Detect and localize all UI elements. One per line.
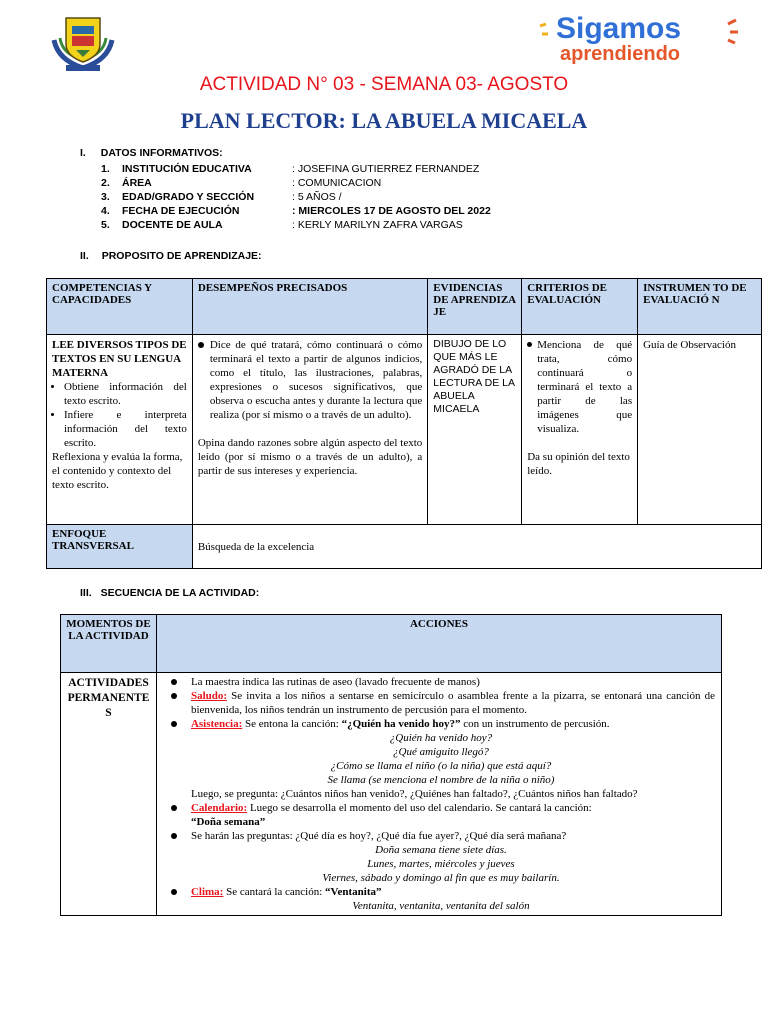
calendario-song: “Doña semana”: [190, 816, 266, 828]
info-row-3: 3. EDAD/GRADO Y SECCIÓN : 5 AÑOS /: [101, 191, 342, 203]
focus-row: [47, 525, 762, 569]
header-momentos: MOMENTOS DE LA ACTIVIDAD: [61, 615, 157, 673]
info-value: : KERLY MARILYN ZAFRA VARGAS: [292, 219, 463, 231]
bullet-icon: [171, 833, 177, 839]
section-1-heading: [80, 147, 223, 159]
info-row-2: 2. ÁREA : COMUNICACION: [101, 177, 382, 189]
days-line: Doña semana tiene siete días.: [375, 844, 507, 856]
focus-value: Búsqueda de la excelencia: [192, 525, 761, 569]
evidence-cell: DIBUJO DE LO QUE MÁS LE AGRADÓ DE LA LECTURA DE LA ABUELA MICAELA: [428, 335, 522, 525]
focus-label: ENFOQUE TRANSVERSAL: [47, 525, 193, 569]
info-label: DOCENTE DE AULA: [122, 219, 223, 231]
performance-1: Dice de qué tratará, cómo continuará o cómo terminará el texto a partir de algunos indicios, como el título, las ilustraciones, palabras, expresiones o sucesos significativos, que observa o escucha antes y durante la lectura que realiza (por sí mismo o a través de un adulto).: [209, 339, 423, 421]
section-3-heading: [80, 587, 259, 599]
table-row: [61, 673, 722, 916]
clima-label: Clima:: [190, 886, 224, 898]
header-acciones: ACCIONES: [156, 615, 721, 673]
section-2-title: PROPOSITO DE APRENDIZAJE:: [101, 250, 262, 262]
header-instrumento: INSTRUMEN TO DE EVALUACIÓ N: [638, 279, 762, 335]
song-line: ¿Quién ha venido hoy?: [389, 732, 493, 744]
song-line: Se llama (se menciona el nombre de la niña o niño): [327, 774, 555, 786]
capacity-item: • Infiere e interpreta información del texto escrito.: [64, 408, 187, 450]
bullet-icon: [171, 721, 177, 727]
criteria-1-block: [527, 338, 632, 436]
activity-sequence-table: [60, 614, 722, 916]
section-3-title: SECUENCIA DE LA ACTIVIDAD:: [100, 587, 260, 599]
clima-line: Ventanita, ventanita, ventanita del salón: [352, 900, 530, 912]
institution-emblem-logo: [48, 10, 118, 74]
info-value: : JOSEFINA GUTIERREZ FERNANDEZ: [292, 163, 480, 175]
action-item: Clima: Se cantará la canción: “Ventanita”: [167, 885, 715, 899]
info-row-5: 5. DOCENTE DE AULA : KERLY MARILYN ZAFRA VARGAS: [101, 219, 463, 231]
info-value: : MIERCOLES 17 DE AGOSTO DEL 2022: [292, 205, 491, 217]
action-item: La maestra indica las rutinas de aseo (lavado frecuente de manos): [167, 675, 715, 689]
performance-1-block: [198, 338, 422, 422]
bullet-icon: [527, 342, 532, 347]
logo-line-1: Sigamos: [556, 12, 682, 45]
table-row: [47, 335, 762, 525]
days-line: Lunes, martes, miércoles y jueves: [367, 858, 515, 870]
performance-cell: [192, 335, 427, 525]
sigamos-aprendiendo-logo: [532, 10, 744, 66]
calendario-label: Calendario:: [190, 802, 248, 814]
table-header-row: [61, 615, 722, 673]
header-criterios: CRITERIOS DE EVALUACIÓN: [522, 279, 638, 335]
action-item: Se harán las preguntas: ¿Qué día es hoy?, ¿Qué día fue ayer?, ¿Qué día será mañana?: [167, 829, 715, 843]
info-label: EDAD/GRADO Y SECCIÓN: [122, 191, 255, 203]
table-header-row: [47, 279, 762, 335]
moment-cell: ACTIVIDADES PERMANENTES: [61, 673, 157, 916]
section-3-numeral: III.: [80, 587, 92, 599]
activity-title: ACTIVIDAD N° 03 - SEMANA 03- AGOSTO: [199, 74, 569, 95]
section-2-numeral: II.: [80, 250, 89, 262]
header-evidencias: EVIDENCIAS DE APRENDIZA JE: [428, 279, 522, 335]
section-2-heading: [80, 250, 262, 262]
song-line: ¿Qué amiguito llegó?: [393, 746, 489, 758]
learning-purpose-table: [46, 278, 762, 569]
song-line: ¿Cómo se llama el niño (o la niña) que está aquí?: [330, 760, 552, 772]
bullet-icon: [171, 693, 177, 699]
bullet-icon: [171, 889, 177, 895]
header-desempenos: DESEMPEÑOS PRECISADOS: [192, 279, 427, 335]
section-1-numeral: I.: [80, 147, 86, 159]
bullet-icon: [198, 342, 204, 348]
info-value: : COMUNICACION: [292, 177, 382, 189]
section-1-title: DATOS INFORMATIVOS:: [100, 147, 223, 159]
action-item: Asistencia: Se entona la canción: “¿Quién ha venido hoy?” con un instrumento de percusión.: [167, 717, 715, 731]
header-competencias: COMPETENCIAS Y CAPACIDADES: [47, 279, 193, 335]
info-label: INSTITUCIÓN EDUCATIVA: [122, 163, 252, 175]
plan-title: PLAN LECTOR: LA ABUELA MICAELA: [180, 108, 588, 133]
info-value: : 5 AÑOS /: [292, 191, 342, 203]
competence-cell: [47, 335, 193, 525]
criteria-1: Menciona de qué trata, cómo continuará o terminará el texto a partir de las imágenes que visualiza.: [537, 339, 633, 435]
info-row-4: 4. FECHA DE EJECUCIÓN : MIERCOLES 17 DE AGOSTO DEL 2022: [101, 205, 491, 217]
criteria-2: Da su opinión del texto leído.: [527, 451, 630, 477]
action-item: Saludo: Se invita a los niños a sentarse en semicírculo o asamblea frente a la pizarra, se entonará una canción de bienvenida, los niños tendrán un instrumento de percusión para el momento.: [167, 689, 715, 717]
action-item: Calendario: Luego se desarrolla el momento del uso del calendario. Se cantará la canción: “Doña semana”: [167, 801, 715, 829]
instrument-cell: Guía de Observación: [638, 335, 762, 525]
info-label: ÁREA: [122, 177, 152, 189]
question-line: Luego, se pregunta: ¿Cuántos niños han venido?, ¿Quiénes han faltado?, ¿Cuántos niños han faltado?: [190, 788, 638, 800]
capacity-item: • Obtiene información del texto escrito.: [64, 380, 187, 408]
performance-2: Opina dando razones sobre algún aspecto del texto leído (por sí mismo o a través de un adulto), a partir de sus intereses y experiencia.: [197, 437, 423, 477]
bullet-icon: [171, 679, 177, 685]
criteria-cell: [522, 335, 638, 525]
logo-line-2: aprendiendo: [560, 43, 681, 65]
info-label: FECHA DE EJECUCIÓN: [122, 205, 240, 217]
info-row-1: 1. INSTITUCIÓN EDUCATIVA : JOSEFINA GUTIERREZ FERNANDEZ: [101, 163, 480, 175]
bullet-icon: [171, 805, 177, 811]
actions-cell: [156, 673, 721, 916]
competence-title: LEE DIVERSOS TIPOS DE TEXTOS EN SU LENGUA MATERNA: [52, 339, 187, 379]
asistencia-label: Asistencia:: [190, 718, 243, 730]
saludo-label: Saludo:: [190, 690, 228, 702]
days-line: Viernes, sábado y domingo al fin que es muy bailarín.: [322, 872, 560, 884]
capacity-extra: Reflexiona y evalúa la forma, el contenido y contexto del texto escrito.: [52, 451, 183, 491]
